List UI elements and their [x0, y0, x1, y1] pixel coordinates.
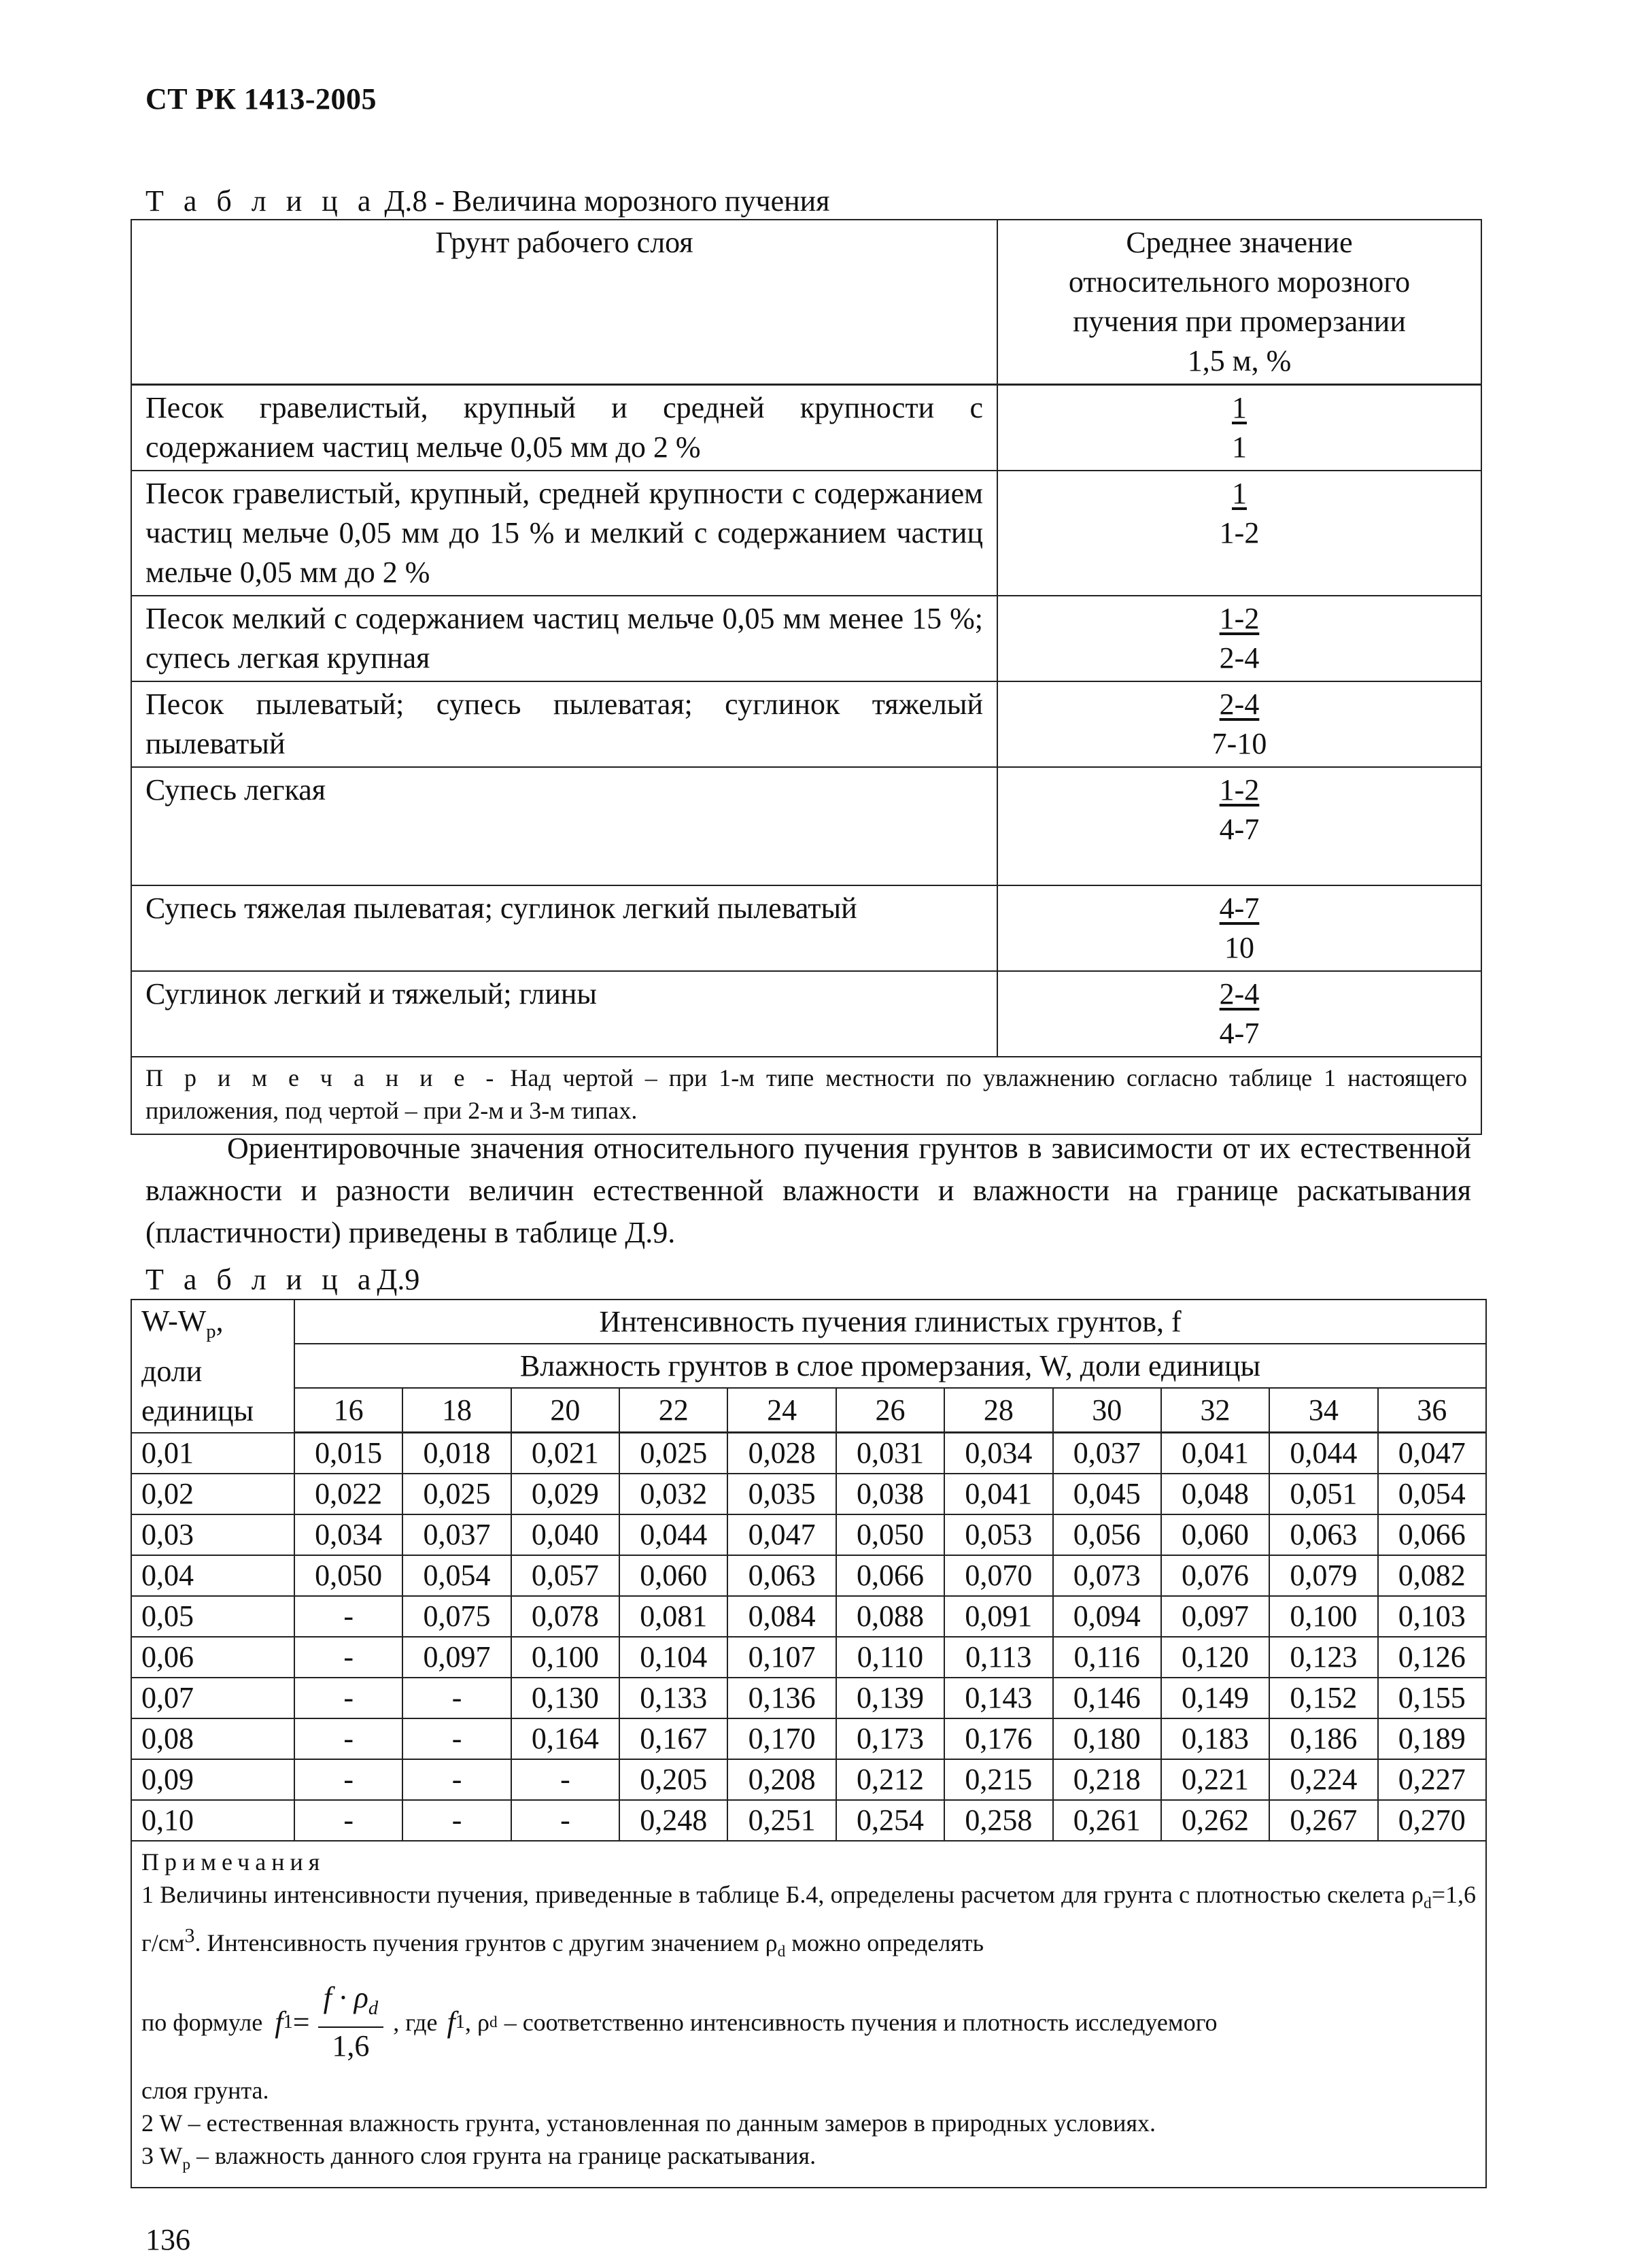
intensity-value: 0,054: [1378, 1474, 1486, 1514]
note-label: П р и м е ч а н и е -: [145, 1064, 499, 1091]
document-code: СТ РК 1413-2005: [145, 82, 377, 116]
intensity-value: 0,224: [1269, 1759, 1377, 1800]
intensity-value: 0,054: [402, 1555, 511, 1596]
intensity-value: 0,258: [944, 1800, 1052, 1841]
intensity-value: 0,254: [836, 1800, 944, 1841]
numerator-sub: d: [368, 1997, 379, 2019]
table-row: [131, 1759, 1486, 1800]
moisture-column-header: 34: [1269, 1388, 1377, 1433]
formula-description: – соответственно интенсивность пучения и плотность исследуемого: [504, 2008, 1218, 2036]
intensity-value: 0,079: [1269, 1555, 1377, 1596]
intensity-value: 0,139: [836, 1678, 944, 1718]
table-d9-caption-label: Т а б л и ц а: [145, 1263, 377, 1296]
value-below-line: 10: [1224, 931, 1254, 964]
w-minus-wp-header: [131, 1300, 294, 1433]
note-1-text-a: 1 Величины интенсивности пучения, приведенные в таблице Б.4, определены расчетом для грунта с плотностью скелета ρ: [141, 1881, 1424, 1909]
note-text: Над чертой – при 1-м типе местности по увлажнению согласно таблице 1 настоящего приложения, под чертой – при 2-м и 3-м типах.: [145, 1064, 1467, 1124]
intensity-value: 0,044: [1269, 1433, 1377, 1474]
formula-sub: 1: [283, 2011, 293, 2033]
intensity-value: 0,066: [836, 1555, 944, 1596]
col2-header-line: относительного морозного: [1068, 265, 1411, 299]
intensity-value: -: [402, 1678, 511, 1718]
intensity-value: 0,270: [1378, 1800, 1486, 1841]
row-label: 0,04: [131, 1555, 294, 1596]
heave-fraction: [1220, 599, 1260, 678]
table-d9-notes-row: [131, 1841, 1486, 2187]
intensity-value: 0,186: [1269, 1718, 1377, 1759]
intensity-value: 0,075: [402, 1596, 511, 1637]
row-label: 0,03: [131, 1514, 294, 1555]
table-d8: [131, 219, 1482, 1135]
table-d9-header-row-1: [131, 1300, 1486, 1344]
intensity-value: 0,227: [1378, 1759, 1486, 1800]
heave-cell: [997, 767, 1481, 885]
intensity-value: 0,123: [1269, 1637, 1377, 1678]
table-d8-col1-header: Грунт рабочего слоя: [131, 220, 997, 385]
table-d8-caption-text: Д.8 - Величина морозного пучения: [384, 184, 830, 218]
value-below-line: 1-2: [1219, 516, 1260, 549]
intensity-value: 0,146: [1053, 1678, 1161, 1718]
intensity-value: 0,031: [836, 1433, 944, 1474]
intensity-value: -: [402, 1800, 511, 1841]
row-label: 0,10: [131, 1800, 294, 1841]
intensity-value: 0,218: [1053, 1759, 1161, 1800]
value-below-line: 1: [1232, 430, 1247, 464]
intensity-value: 0,208: [727, 1759, 836, 1800]
intensity-value: 0,180: [1053, 1718, 1161, 1759]
intensity-value: 0,070: [944, 1555, 1052, 1596]
formula-rho: , ρ: [465, 2008, 489, 2036]
heave-fraction: [1220, 889, 1260, 968]
note-3-text-a: 3 W: [141, 2142, 183, 2170]
intensity-value: 0,167: [619, 1718, 727, 1759]
intensity-value: 0,107: [727, 1637, 836, 1678]
intensity-value: 0,073: [1053, 1555, 1161, 1596]
table-row: [131, 1637, 1486, 1678]
table-d8-col2-header: [997, 220, 1481, 385]
table-d9-caption-text: Д.9: [377, 1263, 420, 1296]
col2-header-line: Среднее значение: [1126, 226, 1353, 259]
intensity-value: 0,021: [511, 1433, 619, 1474]
value-below-line: 4-7: [1219, 1017, 1260, 1050]
corner-header-line3: единицы: [141, 1393, 254, 1427]
intensity-value: 0,205: [619, 1759, 727, 1800]
table-row: [131, 1514, 1486, 1555]
intensity-value: 0,091: [944, 1596, 1052, 1637]
table-d8-header-row: [131, 220, 1481, 385]
heave-fraction: [1220, 770, 1260, 849]
intensity-value: 0,113: [944, 1637, 1052, 1678]
intensity-value: 0,063: [727, 1555, 836, 1596]
intensity-value: 0,251: [727, 1800, 836, 1841]
intensity-value: 0,048: [1161, 1474, 1269, 1514]
intensity-value: 0,103: [1378, 1596, 1486, 1637]
value-above-line: 2-4: [1219, 688, 1260, 721]
heave-fraction: [1220, 974, 1260, 1053]
note-1-text-c: . Интенсивность пучения грунтов с другим значением ρ: [194, 1929, 778, 1957]
note-1-text-b: =1,6 г/см: [141, 1881, 1476, 1957]
intensity-value: 0,212: [836, 1759, 944, 1800]
formula-numerator: [318, 1980, 384, 2029]
intensity-value: 0,034: [294, 1514, 402, 1555]
table-row: [131, 1433, 1486, 1474]
corner-header-line1: W-W: [141, 1304, 207, 1338]
intensity-value: 0,066: [1378, 1514, 1486, 1555]
intensity-value: 0,267: [1269, 1800, 1377, 1841]
intensity-value: 0,110: [836, 1637, 944, 1678]
intensity-value: 0,133: [619, 1678, 727, 1718]
note-1: [141, 1878, 1476, 1968]
intensity-value: -: [402, 1718, 511, 1759]
intensity-value: 0,040: [511, 1514, 619, 1555]
moisture-column-header: 26: [836, 1388, 944, 1433]
intensity-value: 0,116: [1053, 1637, 1161, 1678]
intensity-value: 0,044: [619, 1514, 727, 1555]
var-f-sub: 1: [455, 2011, 466, 2033]
intensity-value: 0,164: [511, 1718, 619, 1759]
var-f: f: [447, 2005, 455, 2039]
intensity-value: 0,041: [1161, 1433, 1269, 1474]
formula-line: [141, 1980, 1476, 2065]
intensity-value: 0,078: [511, 1596, 619, 1637]
intensity-value: 0,060: [1161, 1514, 1269, 1555]
intensity-value: 0,173: [836, 1718, 944, 1759]
intensity-value: 0,060: [619, 1555, 727, 1596]
intensity-value: 0,084: [727, 1596, 836, 1637]
row-label: 0,01: [131, 1433, 294, 1474]
intensity-value: 0,037: [402, 1514, 511, 1555]
soil-cell: Песок мелкий с содержанием частиц мельче 0,05 мм менее 15 %; супесь легкая крупная: [131, 596, 997, 681]
intensity-value: 0,120: [1161, 1637, 1269, 1678]
table-row: [131, 681, 1481, 767]
intensity-value: 0,136: [727, 1678, 836, 1718]
table-d9-body: [131, 1433, 1486, 1842]
moisture-column-header: 22: [619, 1388, 727, 1433]
intensity-value: 0,029: [511, 1474, 619, 1514]
intensity-value: 0,037: [1053, 1433, 1161, 1474]
table-d8-caption: [145, 184, 829, 218]
table-row: [131, 1555, 1486, 1596]
formula-denominator: 1,6: [332, 2029, 370, 2063]
intensity-value: 0,215: [944, 1759, 1052, 1800]
intensity-value: 0,053: [944, 1514, 1052, 1555]
intensity-value: 0,149: [1161, 1678, 1269, 1718]
body-paragraph: Ориентировочные значения относительного пучения грунтов в зависимости от их естественной влажности и разности величин естественной влажности и влажности на границе раскатывания (пластичности) приведены в таблице Д.9.: [145, 1132, 1471, 1249]
intensity-value: 0,100: [511, 1637, 619, 1678]
table-row: [131, 767, 1481, 885]
intensity-value: -: [294, 1637, 402, 1678]
heave-cell: [997, 885, 1481, 971]
table-row: [131, 971, 1481, 1057]
note-1-sup: 3: [184, 1924, 195, 1948]
value-below-line: 2-4: [1219, 641, 1260, 675]
moisture-column-header: 30: [1053, 1388, 1161, 1433]
intensity-value: 0,130: [511, 1678, 619, 1718]
heave-fraction: [1220, 474, 1260, 553]
intensity-value: 0,038: [836, 1474, 944, 1514]
intensity-value: -: [294, 1759, 402, 1800]
note-3-sub: p: [182, 2156, 191, 2174]
heave-fraction: [1232, 388, 1247, 467]
corner-header-sub: p: [206, 1321, 216, 1342]
heave-cell: [997, 385, 1481, 471]
intensity-value: 0,057: [511, 1555, 619, 1596]
value-below-line: 4-7: [1219, 813, 1260, 846]
note-1-sub: d: [777, 1943, 786, 1961]
intensity-value: 0,025: [619, 1433, 727, 1474]
formula-fraction: [318, 1980, 384, 2065]
soil-cell: Песок гравелистый, крупный и средней крупности с содержанием частиц мельче 0,05 мм до 2 %: [131, 385, 997, 471]
table-row: [131, 1474, 1486, 1514]
intensity-value: 0,088: [836, 1596, 944, 1637]
intensity-header: Интенсивность пучения глинистых грунтов, f: [294, 1300, 1486, 1344]
table-d8-note: [131, 1057, 1481, 1134]
moisture-column-header: 18: [402, 1388, 511, 1433]
numerator-text: f · ρ: [323, 1980, 368, 2014]
heave-fraction: [1212, 685, 1267, 764]
note-3-text-b: – влажность данного слоя грунта на границе раскатывания.: [190, 2142, 816, 2170]
table-row: [131, 1800, 1486, 1841]
intensity-value: 0,041: [944, 1474, 1052, 1514]
moisture-header: Влажность грунтов в слое промерзания, W, доли единицы: [294, 1344, 1486, 1388]
moisture-column-header: 24: [727, 1388, 836, 1433]
note-2: 2 W – естественная влажность грунта, установленная по данным замеров в природных условиях.: [141, 2109, 1156, 2137]
moisture-column-header: 36: [1378, 1388, 1486, 1433]
row-label: 0,02: [131, 1474, 294, 1514]
moisture-column-header: 20: [511, 1388, 619, 1433]
table-row: [131, 596, 1481, 681]
formula: [275, 1980, 383, 2065]
corner-header-line2: доли: [141, 1354, 203, 1388]
row-label: 0,07: [131, 1678, 294, 1718]
row-label: 0,08: [131, 1718, 294, 1759]
intensity-value: 0,050: [294, 1555, 402, 1596]
notes-title: Примечания: [141, 1848, 326, 1876]
intensity-value: 0,047: [727, 1514, 836, 1555]
intensity-value: 0,047: [1378, 1433, 1486, 1474]
soil-cell: Супесь тяжелая пылеватая; суглинок легкий пылеватый: [131, 885, 997, 971]
soil-cell: Песок гравелистый, крупный, средней крупности с содержанием частиц мельче 0,05 мм до 15 % и мелкий с содержанием частиц мельче 0,05 мм до 2 %: [131, 471, 997, 596]
heave-cell: [997, 681, 1481, 767]
intensity-value: 0,025: [402, 1474, 511, 1514]
intensity-value: 0,045: [1053, 1474, 1161, 1514]
soil-cell: Суглинок легкий и тяжелый; глины: [131, 971, 997, 1057]
intensity-value: 0,126: [1378, 1637, 1486, 1678]
value-above-line: 1-2: [1219, 773, 1260, 807]
intensity-value: 0,221: [1161, 1759, 1269, 1800]
intensity-value: 0,100: [1269, 1596, 1377, 1637]
intensity-value: 0,051: [1269, 1474, 1377, 1514]
heave-cell: [997, 596, 1481, 681]
intensity-value: 0,094: [1053, 1596, 1161, 1637]
heave-cell: [997, 971, 1481, 1057]
intensity-value: 0,081: [619, 1596, 727, 1637]
formula-where: , где: [393, 2008, 438, 2036]
table-d9: [131, 1299, 1487, 2188]
intensity-value: 0,032: [619, 1474, 727, 1514]
intensity-value: 0,022: [294, 1474, 402, 1514]
page-number: 136: [145, 2223, 190, 2256]
intensity-value: 0,028: [727, 1433, 836, 1474]
table-d8-caption-label: Т а б л и ц а: [145, 184, 377, 218]
intensity-value: 0,034: [944, 1433, 1052, 1474]
intensity-value: 0,076: [1161, 1555, 1269, 1596]
table-d9-notes: [131, 1841, 1486, 2187]
intensity-value: 0,056: [1053, 1514, 1161, 1555]
soil-cell: Песок пылеватый; супесь пылеватая; суглинок тяжелый пылеватый: [131, 681, 997, 767]
intensity-value: 0,262: [1161, 1800, 1269, 1841]
table-d9-header-row-2: [131, 1344, 1486, 1388]
intensity-value: 0,189: [1378, 1718, 1486, 1759]
corner-header-comma: ,: [216, 1304, 224, 1338]
intensity-value: -: [511, 1800, 619, 1841]
intensity-value: 0,152: [1269, 1678, 1377, 1718]
table-row: [131, 385, 1481, 471]
intensity-value: 0,176: [944, 1718, 1052, 1759]
intensity-value: -: [294, 1596, 402, 1637]
intensity-value: -: [294, 1678, 402, 1718]
table-d9-caption: [145, 1262, 419, 1297]
intensity-value: 0,082: [1378, 1555, 1486, 1596]
value-above-line: 1-2: [1219, 602, 1260, 635]
moisture-column-header: 32: [1161, 1388, 1269, 1433]
intensity-value: 0,063: [1269, 1514, 1377, 1555]
intensity-value: -: [402, 1759, 511, 1800]
intensity-value: 0,155: [1378, 1678, 1486, 1718]
row-label: 0,09: [131, 1759, 294, 1800]
intensity-value: 0,248: [619, 1800, 727, 1841]
moisture-column-header: 16: [294, 1388, 402, 1433]
value-above-line: 1: [1232, 477, 1247, 510]
value-above-line: 2-4: [1219, 977, 1260, 1011]
intensity-value: -: [294, 1718, 402, 1759]
intensity-value: 0,035: [727, 1474, 836, 1514]
col2-header-line: 1,5 м, %: [1187, 344, 1292, 377]
moisture-columns-row: [131, 1388, 1486, 1433]
value-below-line: 7-10: [1211, 727, 1267, 760]
intensity-value: 0,261: [1053, 1800, 1161, 1841]
formula-f: f: [275, 2005, 283, 2039]
intensity-value: 0,097: [1161, 1596, 1269, 1637]
intensity-value: 0,097: [402, 1637, 511, 1678]
soil-cell: Супесь легкая: [131, 767, 997, 885]
table-row: [131, 1718, 1486, 1759]
row-label: 0,05: [131, 1596, 294, 1637]
col2-header-line: пучения при промерзании: [1073, 305, 1406, 338]
intensity-value: 0,104: [619, 1637, 727, 1678]
intensity-value: 0,143: [944, 1678, 1052, 1718]
note-1-text-d: можно определять: [785, 1929, 984, 1957]
intensity-value: 0,050: [836, 1514, 944, 1555]
table-row: [131, 1678, 1486, 1718]
intensity-value: 0,170: [727, 1718, 836, 1759]
value-above-line: 1: [1232, 391, 1247, 424]
value-above-line: 4-7: [1219, 892, 1260, 925]
table-row: [131, 885, 1481, 971]
note-1-sub: d: [1423, 1895, 1432, 1913]
intensity-value: 0,018: [402, 1433, 511, 1474]
formula-prefix: по формуле: [141, 2008, 263, 2036]
row-label: 0,06: [131, 1637, 294, 1678]
intensity-value: -: [511, 1759, 619, 1800]
note-1-end: слоя грунта.: [141, 2077, 269, 2105]
formula-eq: =: [292, 2005, 310, 2039]
note-3: [141, 2139, 1476, 2181]
intensity-value: 0,183: [1161, 1718, 1269, 1759]
formula-var: [447, 2006, 465, 2039]
heave-cell: [997, 471, 1481, 596]
rho-sub: d: [489, 2013, 498, 2031]
moisture-column-header: 28: [944, 1388, 1052, 1433]
table-d8-note-row: [131, 1057, 1481, 1134]
table-row: [131, 1596, 1486, 1637]
intensity-value: -: [294, 1800, 402, 1841]
table-row: [131, 471, 1481, 596]
intensity-value: 0,015: [294, 1433, 402, 1474]
